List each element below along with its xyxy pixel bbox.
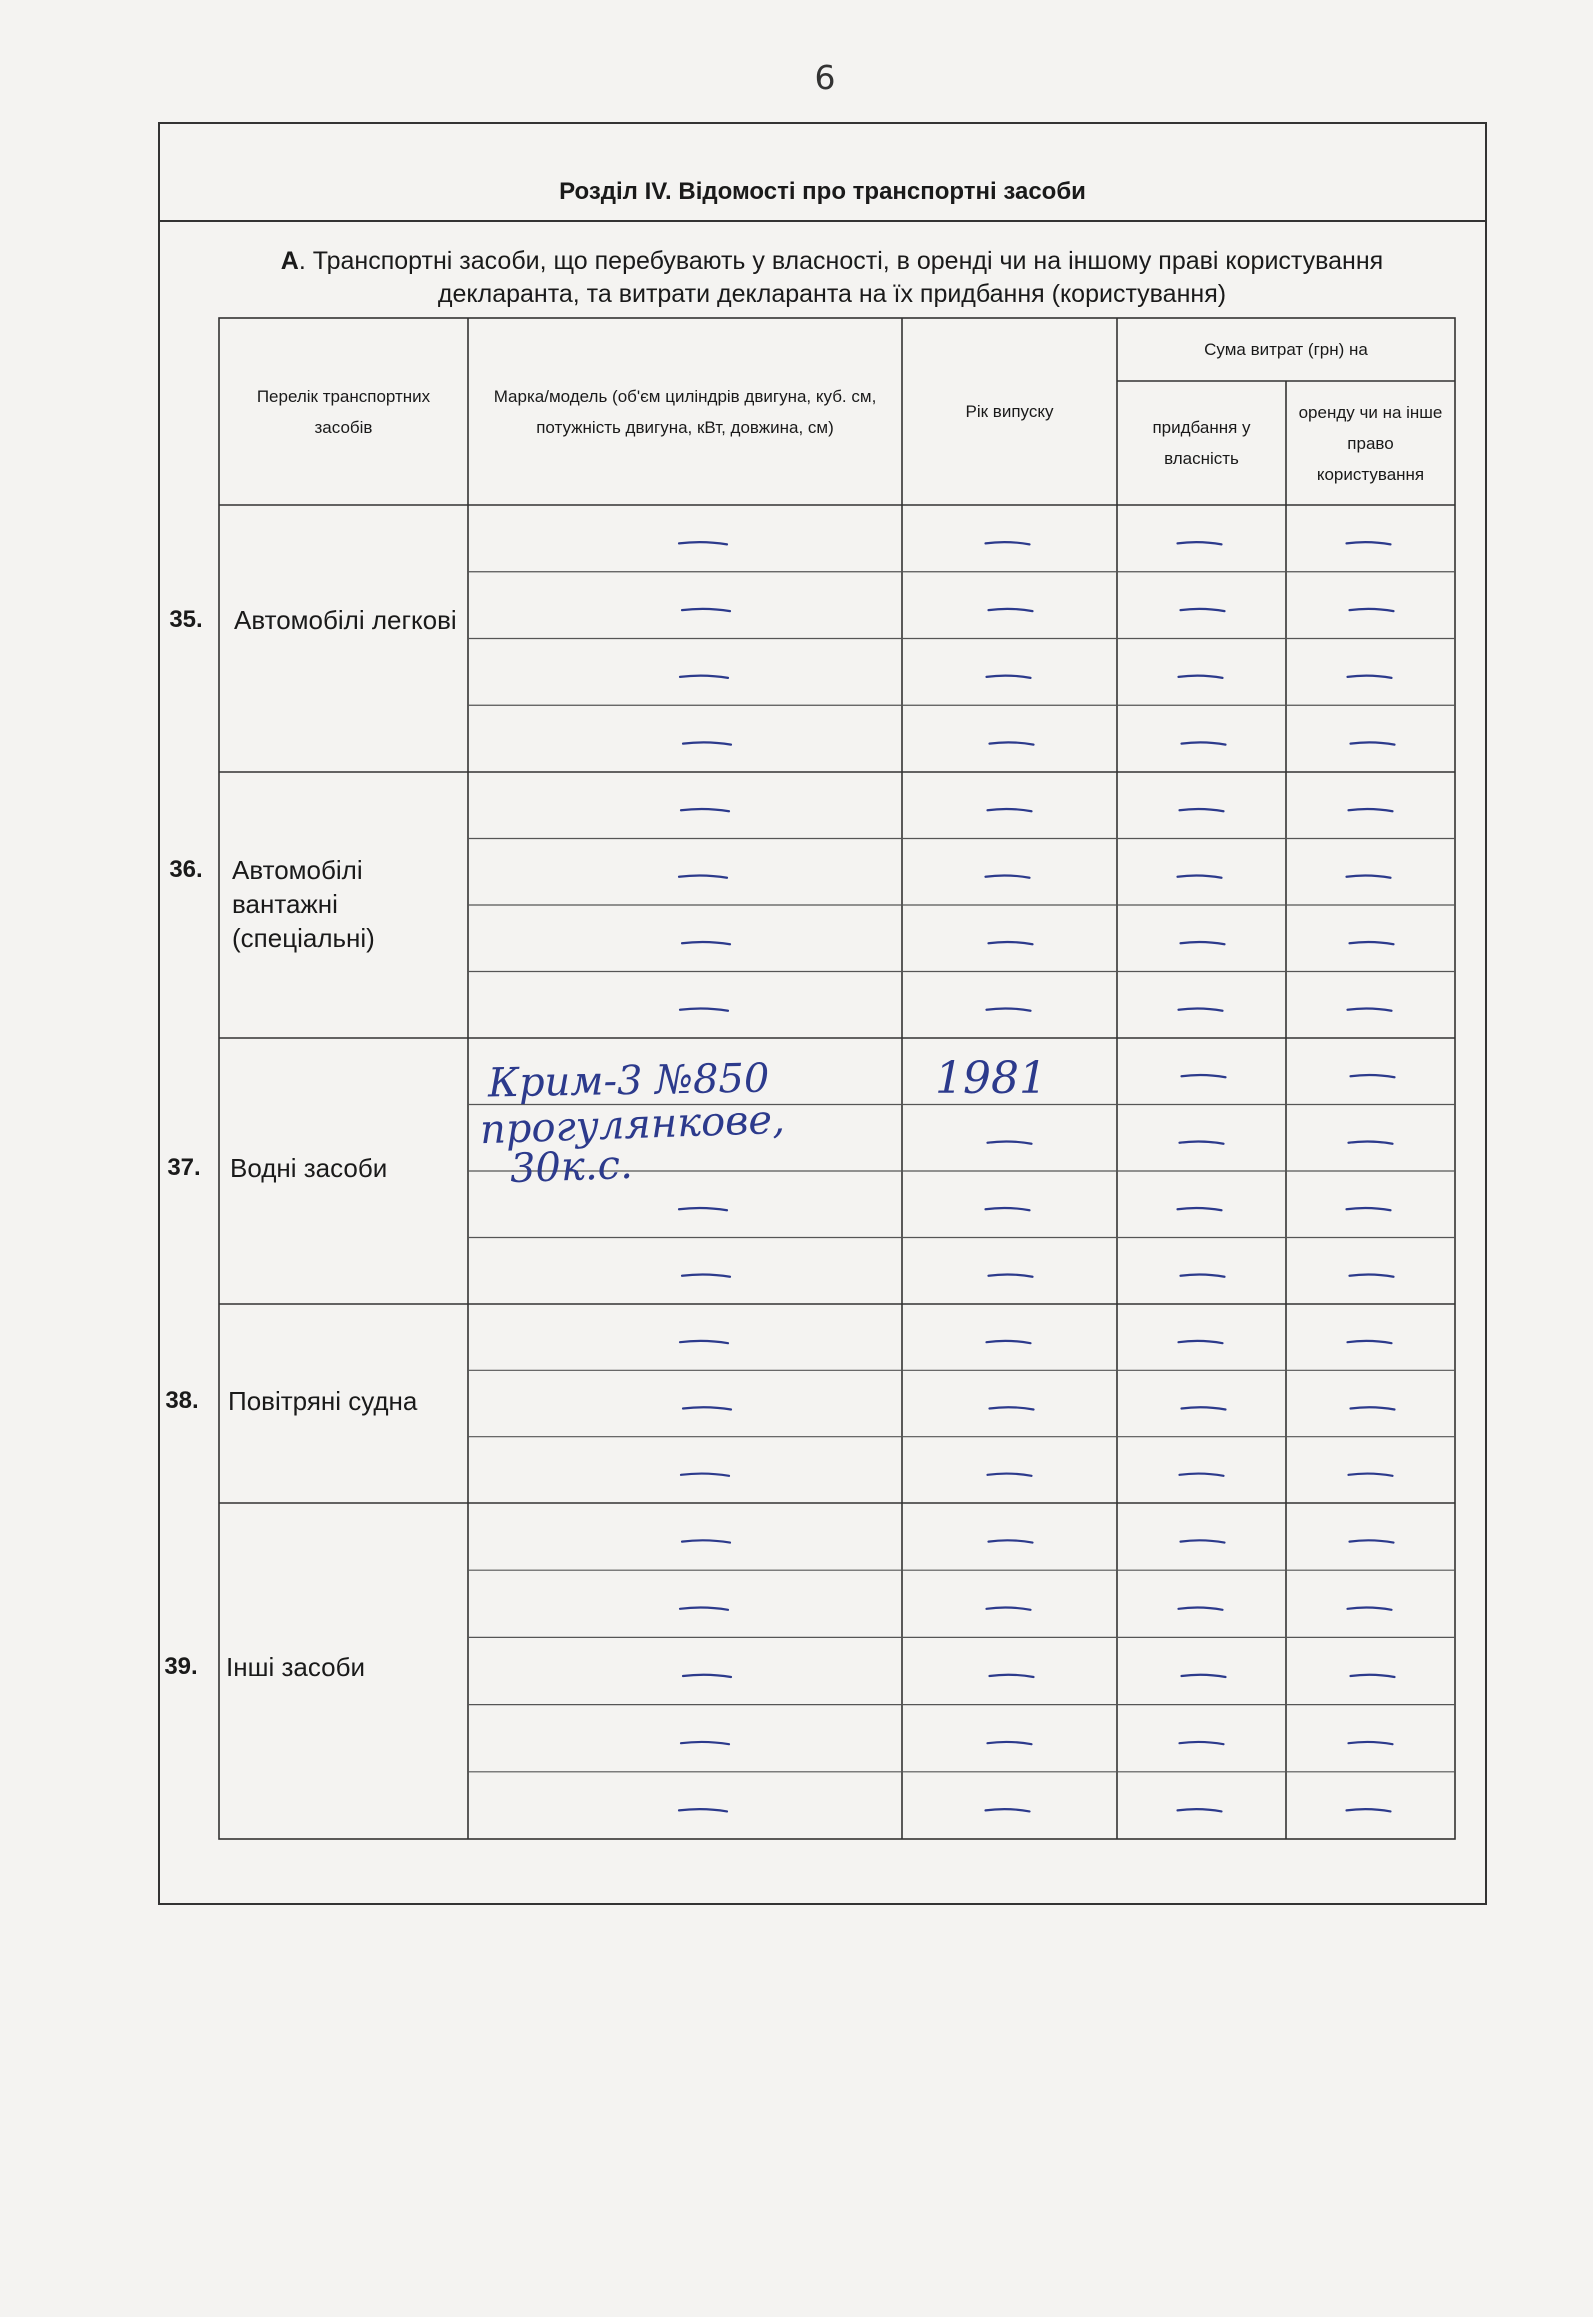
empty-dash bbox=[989, 609, 1033, 611]
empty-dash bbox=[683, 1407, 731, 1409]
empty-dash bbox=[1182, 1675, 1226, 1677]
empty-dash bbox=[680, 676, 728, 678]
empty-dash bbox=[986, 875, 1030, 877]
empty-dash bbox=[989, 1540, 1033, 1542]
empty-dash bbox=[1350, 1274, 1394, 1276]
table-border bbox=[219, 318, 1455, 1839]
header-purchase: придбання у власність bbox=[1152, 418, 1251, 468]
empty-dash bbox=[990, 1675, 1034, 1677]
empty-dash bbox=[682, 609, 730, 611]
empty-dash bbox=[679, 1809, 727, 1811]
empty-dash bbox=[1348, 676, 1392, 678]
empty-dash bbox=[1180, 1742, 1224, 1744]
empty-dash bbox=[1179, 1608, 1223, 1610]
handwritten-model-line3: 30к.с. bbox=[509, 1141, 634, 1193]
empty-dash bbox=[1350, 942, 1394, 944]
header-list: Перелік транспортних засобів bbox=[256, 386, 431, 437]
empty-dash bbox=[987, 1608, 1031, 1610]
row-number-35: 35. bbox=[169, 606, 203, 633]
empty-dash bbox=[988, 1141, 1032, 1143]
empty-dash bbox=[989, 942, 1033, 944]
empty-dash bbox=[1179, 676, 1223, 678]
row-label-36: Автомобілі вантажні (спеціальні) bbox=[232, 855, 375, 953]
empty-dash bbox=[1182, 1407, 1226, 1409]
empty-dash bbox=[1350, 1540, 1394, 1542]
row-label-35: Автомобілі легкові bbox=[234, 605, 457, 635]
header-expense-group: Сума витрат (грн) на bbox=[1204, 340, 1368, 359]
empty-dash bbox=[1350, 609, 1394, 611]
row-number-37: 37. bbox=[167, 1154, 201, 1181]
empty-dash bbox=[1181, 942, 1225, 944]
empty-dash bbox=[680, 1608, 728, 1610]
empty-dash bbox=[1179, 1008, 1223, 1010]
empty-dash bbox=[682, 1540, 730, 1542]
empty-dash bbox=[1181, 609, 1225, 611]
handwritten-model-line2: прогулянкове, bbox=[479, 1096, 786, 1154]
empty-dash bbox=[1348, 1341, 1392, 1343]
empty-dash bbox=[990, 1407, 1034, 1409]
empty-dash bbox=[987, 1341, 1031, 1343]
empty-dash bbox=[682, 1274, 730, 1276]
empty-dash bbox=[986, 1208, 1030, 1210]
empty-dash bbox=[1351, 1407, 1395, 1409]
empty-dash bbox=[682, 942, 730, 944]
empty-dash bbox=[1347, 875, 1391, 877]
empty-dash bbox=[1351, 1675, 1395, 1677]
empty-dash bbox=[1347, 1208, 1391, 1210]
empty-dash bbox=[1351, 1075, 1395, 1077]
empty-dash bbox=[987, 1008, 1031, 1010]
empty-dash bbox=[1349, 1474, 1393, 1476]
empty-dash bbox=[1349, 1742, 1393, 1744]
empty-dash bbox=[987, 676, 1031, 678]
empty-dash bbox=[988, 809, 1032, 811]
empty-dash bbox=[1178, 1809, 1222, 1811]
section-title: Розділ IV. Відомості про транспортні засоби bbox=[158, 122, 1487, 222]
empty-dash bbox=[988, 1474, 1032, 1476]
empty-dash bbox=[681, 1742, 729, 1744]
row-number-38: 38. bbox=[165, 1387, 199, 1414]
empty-dash bbox=[1351, 742, 1395, 744]
empty-dash bbox=[1348, 1008, 1392, 1010]
empty-dashes bbox=[679, 542, 1395, 1811]
empty-dash bbox=[1182, 1075, 1226, 1077]
empty-dash bbox=[1349, 809, 1393, 811]
row-number-39: 39. bbox=[164, 1653, 198, 1680]
page-number: 6 bbox=[814, 58, 836, 97]
header-rent: оренду чи на інше право користування bbox=[1298, 402, 1443, 484]
handwritten-model-line1: Крим-3 №850 bbox=[487, 1055, 770, 1107]
empty-dash bbox=[680, 1341, 728, 1343]
empty-dash bbox=[1347, 542, 1391, 544]
row-label-37: Водні засоби bbox=[230, 1153, 388, 1183]
empty-dash bbox=[990, 742, 1034, 744]
subsection-letter: А bbox=[280, 247, 299, 275]
empty-dash bbox=[681, 1474, 729, 1476]
empty-dash bbox=[1178, 875, 1222, 877]
empty-dash bbox=[986, 542, 1030, 544]
empty-dash bbox=[1181, 1540, 1225, 1542]
empty-dash bbox=[1348, 1608, 1392, 1610]
empty-dash bbox=[1182, 742, 1226, 744]
empty-dash bbox=[1349, 1141, 1393, 1143]
empty-dash bbox=[1180, 809, 1224, 811]
header-model: Марка/модель (об'єм циліндрів двигуна, куб. см, потужність двигуна, кВт, довжина, см) bbox=[493, 386, 877, 437]
empty-dash bbox=[986, 1809, 1030, 1811]
handwritten-year: 1981 bbox=[935, 1053, 1047, 1104]
empty-dash bbox=[1347, 1809, 1391, 1811]
empty-dash bbox=[988, 1742, 1032, 1744]
subsection-text: . Транспортні засоби, що перебувають у власності, в оренді чи на іншому праві користування декларанта, та витрати декларанта на їх придбання (користування) bbox=[298, 247, 1384, 308]
row-label-38: Повітряні судна bbox=[228, 1386, 418, 1416]
empty-dash bbox=[679, 1208, 727, 1210]
empty-dash bbox=[681, 809, 729, 811]
empty-dash bbox=[683, 1675, 731, 1677]
empty-dash bbox=[680, 1008, 728, 1010]
empty-dash bbox=[1181, 1274, 1225, 1276]
empty-dash bbox=[679, 542, 727, 544]
empty-dash bbox=[1179, 1341, 1223, 1343]
row-label-39: Інші засоби bbox=[226, 1652, 365, 1682]
empty-dash bbox=[1178, 1208, 1222, 1210]
header-year: Рік випуску bbox=[965, 402, 1054, 421]
row-number-36: 36. bbox=[169, 856, 203, 883]
empty-dash bbox=[989, 1274, 1033, 1276]
empty-dash bbox=[683, 742, 731, 744]
empty-dash bbox=[679, 875, 727, 877]
empty-dash bbox=[1180, 1141, 1224, 1143]
empty-dash bbox=[1178, 542, 1222, 544]
empty-dash bbox=[1180, 1474, 1224, 1476]
